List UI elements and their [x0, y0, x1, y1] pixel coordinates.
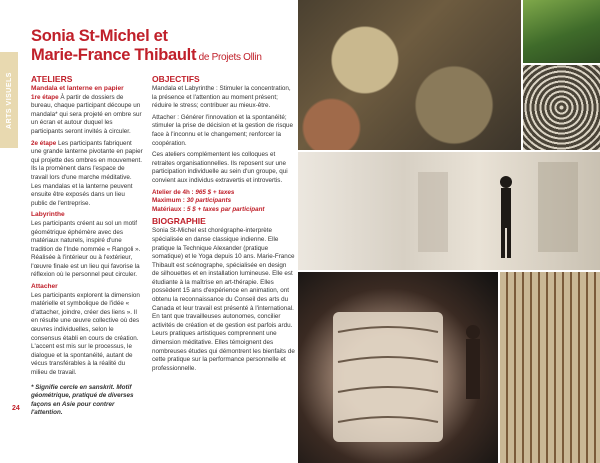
- column-objectifs: [152, 74, 295, 376]
- step2-paragraph: [31, 140, 143, 209]
- step1-label: 1re étape: [31, 93, 59, 101]
- shadow-silhouettes-graphic: [298, 152, 600, 270]
- biographie-text: Sonia St-Michel est chorégraphe-interprète spécialisée en danse classique indienne. Elle pratique la Technique Alexander (pratique somatique) et le Yoga depuis 10 ans. Marie-France Thibault est scénographe, spécialisée en design de silhouettes et en installation lumineuse. Elle est étudiante à la maîtrise en art-thérapie. Elles possèdent 15 ans d'expérience en animation, ont obtenu la reconnaissance du Conseil des arts du Canada et leur travail est présenté à l'international. En tant que travailleuses autonomes, concilier activités de création et de gestion est parfois ardu. Leurs pratiques artistiques comprennent une dimension méditative. Elles témoignent des nombreuses études qui démontrent les bienfaits de cette pratique sur la performance personnelle et professionnelle.: [152, 227, 295, 372]
- step2-text: Les participants fabriquent une grande lanterne pivotante en papier qui projette des ombres en mouvement. Ils la promènent dans l'espace de travail lors d'une marche méditative. Les mandalas et la lanterne peuvent ensuite être exposés dans un lieu public de l'entreprise.: [31, 139, 143, 207]
- price-line-1: [152, 189, 295, 198]
- title-line1: Sonia St-Michel et: [31, 27, 168, 45]
- objectifs-p2: Attacher : Générer l'innovation et la spontanéité; stimuler la prise de décision et la gestion de risque face à l'inconnu et le changement; renforcer la coopération.: [152, 113, 294, 147]
- page-title: [31, 27, 296, 67]
- price-line-2: [152, 197, 295, 206]
- objectifs-p3: Ces ateliers complémentent les colloques et retraites organisationnelles. Ils reposent sur une participation individuelle au sein d'un groupe, qui convient aux individus extravertis et introvertis.: [152, 151, 288, 184]
- section-tab-label: ARTS VISUELS: [5, 71, 13, 129]
- attacher-subheading: Attacher: [31, 283, 58, 291]
- objectifs-heading: OBJECTIFS: [152, 74, 200, 84]
- labyrinthe-subheading: Labyrinthe: [31, 211, 65, 219]
- photo-mandala-detail: [523, 65, 600, 150]
- price2-value: 30 participants: [184, 197, 232, 205]
- mandala-subheading: Mandala et lanterne en papier: [31, 85, 124, 92]
- objectifs-p1: Mandala et Labyrinthe : Stimuler la concentration, la présence et l'attention au moment présent; réduire le stress; contribuer au mieux-être.: [152, 85, 291, 110]
- labyrinthe-text: Les participants créent au sol un motif géométrique éphémère avec des matériaux naturels, inspiré d'une tradition de l'Inde nommée « Rangoli ». Réalisée à l'intérieur ou à l'extérieur, l'œuvre finale est un lieu qui favorise la réflexion où le personnel peut circuler.: [31, 219, 141, 279]
- price-line-3: [152, 206, 295, 215]
- price3-value: 5 $ + taxes par participant: [185, 205, 265, 213]
- ateliers-heading: ATELIERS: [31, 74, 73, 84]
- footnote: * Signifie cercle en sanskrit. Motif géométrique, pratiqué de diverses façons en Asie pour contrer l'attention.: [31, 383, 134, 417]
- lantern-graphic: [298, 272, 498, 463]
- step2-label: 2e étape: [31, 139, 57, 147]
- step1-text: À partir de dossiers de bureau, chaque participant découpe un mandala* qui sera projeté en ombre sur un écran et autour duquel les participants seront invités à circuler.: [31, 93, 142, 135]
- attacher-text: Les participants explorent la dimension matérielle et symbolique de l'idée « d'attacher, joindre, créer des liens ». Il en résulte une œuvre collective où des œuvres individuelles, selon le consensus établi en cours de création. L'accent est mis sur le processus, le dialogue et la spontanéité, autant de vécus transférables à la réalité du milieu de travail.: [31, 291, 140, 376]
- photo-portrait-artists: [523, 0, 600, 63]
- price1-label: Atelier de 4h :: [152, 188, 194, 196]
- step1-paragraph: [31, 94, 143, 137]
- photo-floor-mandala: [298, 0, 521, 150]
- photo-shadow-projection: [298, 152, 600, 270]
- photo-lantern-dance: [298, 272, 498, 463]
- price3-label: Matériaux :: [152, 205, 186, 213]
- photo-stencil-patterns: [500, 272, 600, 463]
- price1-value: 965 $ + taxes: [193, 188, 235, 196]
- title-line2: [31, 46, 296, 67]
- column-ateliers: [31, 74, 143, 421]
- title-organization: de Projets Ollin: [196, 52, 262, 63]
- page-number: 24: [12, 405, 20, 412]
- section-tab: [0, 52, 18, 148]
- title-names: Marie-France Thibault: [31, 46, 197, 64]
- biographie-heading: BIOGRAPHIE: [152, 216, 206, 227]
- price2-label: Maximum :: [152, 197, 185, 205]
